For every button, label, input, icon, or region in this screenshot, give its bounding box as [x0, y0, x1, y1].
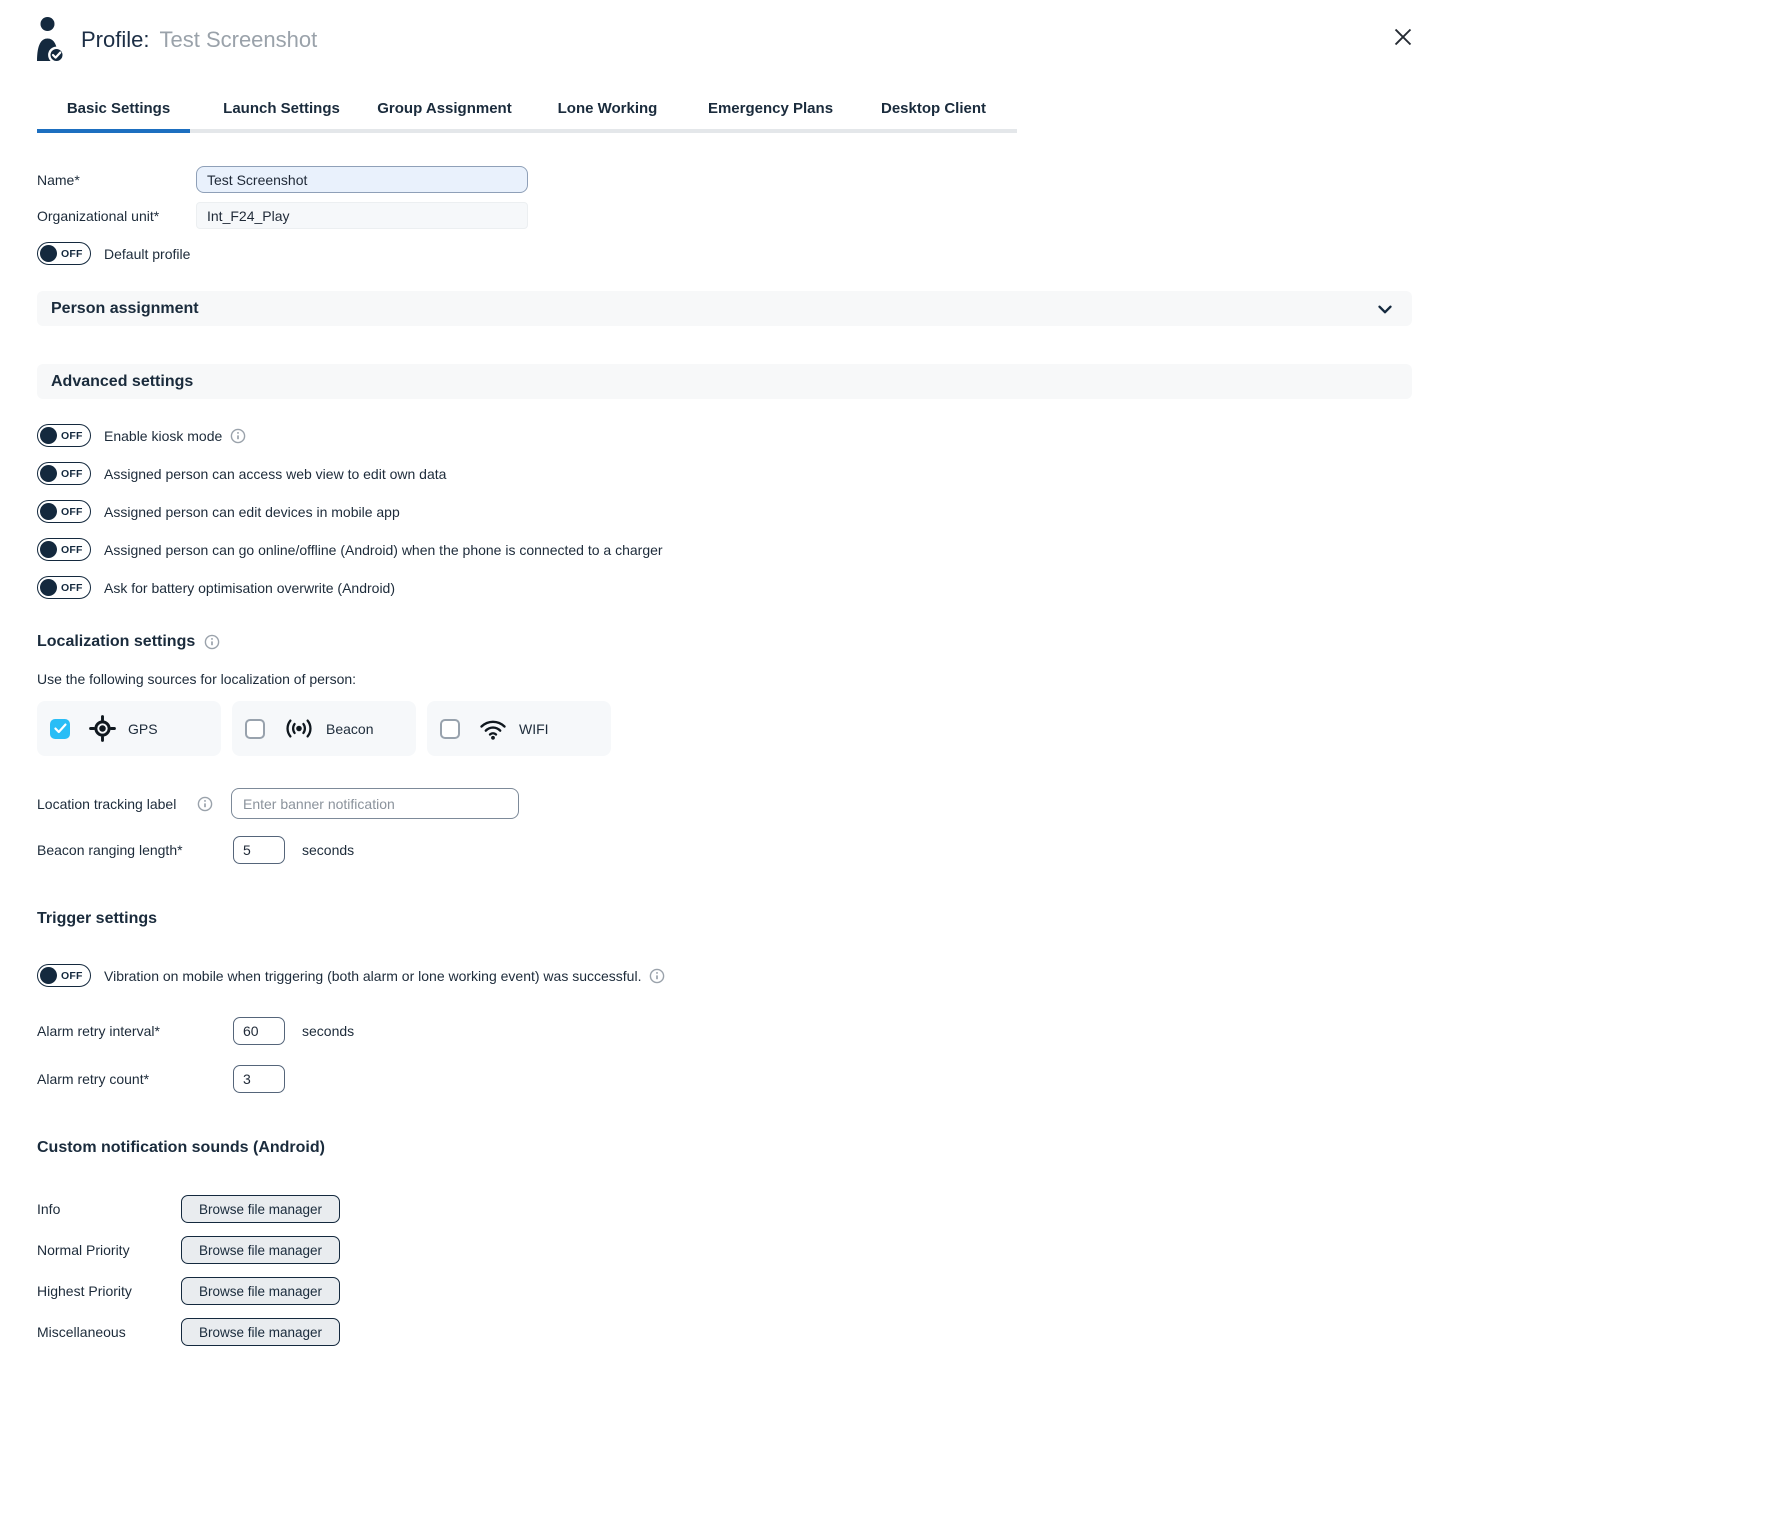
tab-group-assignment[interactable]: Group Assignment: [377, 100, 512, 117]
tab-launch-settings[interactable]: Launch Settings: [223, 100, 340, 117]
online-offline-toggle[interactable]: OFF: [37, 538, 91, 561]
tab-emergency-plans[interactable]: Emergency Plans: [707, 100, 834, 117]
gps-icon: [89, 715, 116, 742]
info-icon[interactable]: [649, 968, 665, 984]
alarm-retry-interval-input[interactable]: [233, 1017, 285, 1045]
advanced-settings-header: [37, 364, 1412, 399]
gps-checkbox[interactable]: [50, 719, 70, 739]
alarm-retry-interval-unit: seconds: [302, 1023, 355, 1039]
alarm-retry-count-label: Alarm retry count*: [37, 1071, 150, 1087]
tab-lone-working[interactable]: Lone Working: [557, 100, 658, 117]
toggle-knob: [40, 503, 57, 520]
battery-optimisation-label: Ask for battery optimisation overwrite (Android): [104, 579, 395, 596]
tab-desktop-client[interactable]: Desktop Client: [880, 100, 986, 117]
org-unit-input[interactable]: [196, 202, 528, 229]
gps-label: GPS: [128, 720, 158, 737]
advanced-settings-title: Advanced settings: [51, 372, 194, 390]
sound-miscellaneous-label: Miscellaneous: [37, 1324, 126, 1340]
online-offline-label: Assigned person can go online/offline (Android) when the phone is connected to a charger: [104, 541, 663, 558]
tab-bar: [37, 92, 1017, 133]
sound-normal-priority-label: Normal Priority: [37, 1242, 130, 1258]
localization-settings-title: Localization settings: [37, 633, 196, 650]
chevron-down-icon[interactable]: [1374, 298, 1396, 320]
edit-devices-toggle[interactable]: OFF: [37, 500, 91, 523]
custom-sounds-title: Custom notification sounds (Android): [37, 1139, 325, 1156]
name-input[interactable]: [196, 166, 528, 193]
alarm-retry-interval-label: Alarm retry interval*: [37, 1023, 160, 1039]
toggle-knob: [40, 541, 57, 558]
info-icon[interactable]: [230, 428, 246, 444]
beacon-ranging-input[interactable]: [233, 836, 285, 864]
profile-name: Test Screenshot: [159, 27, 318, 52]
vibration-label: Vibration on mobile when triggering (both alarm or lone working event) was successful.: [104, 967, 642, 984]
webview-edit-label: Assigned person can access web view to edit own data: [104, 465, 447, 482]
info-icon[interactable]: [197, 796, 213, 812]
toggle-knob: [40, 967, 57, 984]
source-card-beacon[interactable]: [232, 701, 416, 756]
alarm-retry-count-input[interactable]: [233, 1065, 285, 1093]
kiosk-mode-label: Enable kiosk mode: [104, 427, 223, 444]
kiosk-mode-toggle[interactable]: OFF: [37, 424, 91, 447]
battery-optimisation-toggle[interactable]: OFF: [37, 576, 91, 599]
close-icon[interactable]: [1392, 26, 1414, 48]
beacon-ranging-unit: seconds: [302, 842, 355, 858]
webview-edit-toggle[interactable]: OFF: [37, 462, 91, 485]
sound-highest-priority-label: Highest Priority: [37, 1283, 132, 1299]
beacon-label: Beacon: [326, 720, 374, 737]
location-tracking-label: Location tracking label: [37, 795, 177, 812]
org-unit-label: Organizational unit*: [37, 207, 160, 224]
browse-file-manager-button-normal[interactable]: Browse file manager: [181, 1236, 340, 1264]
browse-file-manager-button-highest[interactable]: Browse file manager: [181, 1277, 340, 1305]
localization-description: Use the following sources for localization of person:: [37, 671, 357, 687]
sound-info-label: Info: [37, 1201, 61, 1217]
vibration-toggle[interactable]: OFF: [37, 964, 91, 987]
person-assignment-title: Person assignment: [51, 299, 199, 317]
toggle-knob: [40, 427, 57, 444]
tab-basic-settings[interactable]: Basic Settings: [37, 92, 200, 129]
beacon-icon: [284, 716, 314, 741]
default-profile-toggle[interactable]: OFF: [37, 242, 91, 265]
name-label: Name*: [37, 171, 80, 188]
toggle-knob: [40, 245, 57, 262]
person-assignment-header[interactable]: [37, 291, 1412, 326]
dialog-header: [0, 0, 1786, 62]
profile-person-icon: [35, 16, 65, 64]
browse-file-manager-button-misc[interactable]: Browse file manager: [181, 1318, 340, 1346]
wifi-checkbox[interactable]: [440, 719, 460, 739]
location-tracking-input[interactable]: [231, 788, 519, 819]
trigger-settings-title: Trigger settings: [37, 910, 158, 927]
browse-file-manager-button-info[interactable]: Browse file manager: [181, 1195, 340, 1223]
wifi-icon: [479, 717, 507, 741]
edit-devices-label: Assigned person can edit devices in mobile app: [104, 503, 400, 520]
source-card-gps[interactable]: [37, 701, 221, 756]
beacon-ranging-label: Beacon ranging length*: [37, 842, 183, 858]
toggle-knob: [40, 465, 57, 482]
wifi-label: WIFI: [519, 720, 549, 737]
default-profile-label: Default profile: [104, 245, 191, 262]
beacon-checkbox[interactable]: [245, 719, 265, 739]
page-title: Profile:: [81, 27, 150, 52]
info-icon[interactable]: [204, 634, 220, 650]
source-card-wifi[interactable]: [427, 701, 611, 756]
toggle-knob: [40, 579, 57, 596]
